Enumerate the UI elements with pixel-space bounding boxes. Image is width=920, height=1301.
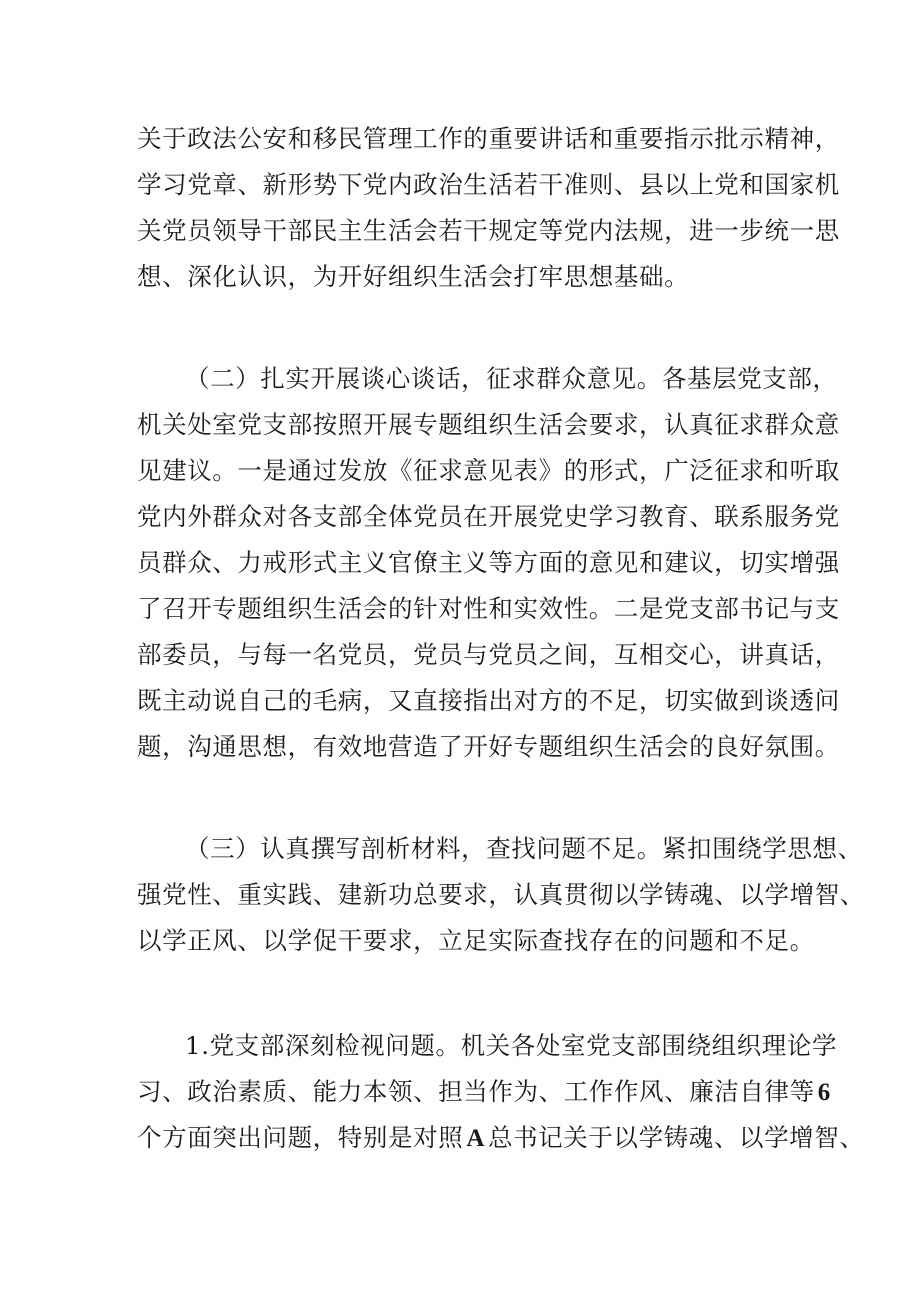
paragraph-4-letter: A	[466, 1125, 485, 1152]
paragraph-2-line-7: 部委员，与每一名党员，党员与党员之间，互相交心，讲真话，	[137, 640, 840, 669]
paragraph-2-line-4: 党内外群众对各支部全体党员在开展党史学习教育、联系服务党	[137, 502, 840, 531]
paragraph-3-line-1: （三）认真撰写剖析材料，查找问题不足。紧扣围绕学思想、	[185, 834, 863, 863]
paragraph-4-line-3-suffix: 总书记关于以学铸魂、以学增智、	[487, 1123, 865, 1152]
paragraph-2-line-2: 机关处室党支部按照开展专题组织生活会要求，认真征求群众意	[137, 410, 840, 439]
paragraph-2-line-8: 既主动说自己的毛病，又直接指出对方的不足，切实做到谈透问	[137, 686, 840, 715]
paragraph-4-line-3-prefix: 个方面突出问题，特别是对照	[137, 1123, 464, 1152]
paragraph-1-line-4: 想、深化认识，为开好组织生活会打牢思想基础。	[137, 262, 690, 291]
paragraph-3-line-2: 强党性、重实践、建新功总要求，认真贯彻以学铸魂、以学增智、	[137, 880, 865, 909]
paragraph-2-line-6: 了召开专题组织生活会的针对性和实效性。二是党支部书记与支	[137, 594, 840, 623]
paragraph-1-line-1: 关于政法公安和移民管理工作的重要讲话和重要指示批示精神，	[137, 124, 840, 153]
paragraph-1-line-2: 学习党章、新形势下党内政治生活若干准则、县以上党和国家机	[137, 170, 840, 199]
paragraph-2-line-1: （二）扎实开展谈心谈话，征求群众意见。各基层党支部，	[185, 364, 838, 393]
paragraph-4-number: 6	[817, 1079, 831, 1106]
paragraph-1-line-3: 关党员领导干部民主生活会若干规定等党内法规，进一步统一思	[137, 216, 840, 245]
paragraph-2-line-3: 见建议。一是通过发放《征求意见表》的形式，广泛征求和听取	[137, 456, 840, 485]
paragraph-2-line-5: 员群众、力戒形式主义官僚主义等方面的意见和建议，切实增强	[137, 548, 840, 577]
paragraph-2-line-9: 题，沟通思想，有效地营造了开好专题组织生活会的良好氛围。	[137, 732, 840, 761]
paragraph-4-line-2	[137, 1072, 831, 1112]
paragraph-4-line-1: 1.党支部深刻检视问题。机关各处室党支部围绕组织理论学	[185, 1031, 838, 1060]
paragraph-4-line-2-text: 习、政治素质、能力本领、担当作为、工作作风、廉洁自律等	[137, 1077, 815, 1106]
paragraph-3-line-3: 以学正风、以学促干要求，立足实际查找存在的问题和不足。	[137, 926, 815, 955]
paragraph-4-line-3	[137, 1118, 865, 1158]
